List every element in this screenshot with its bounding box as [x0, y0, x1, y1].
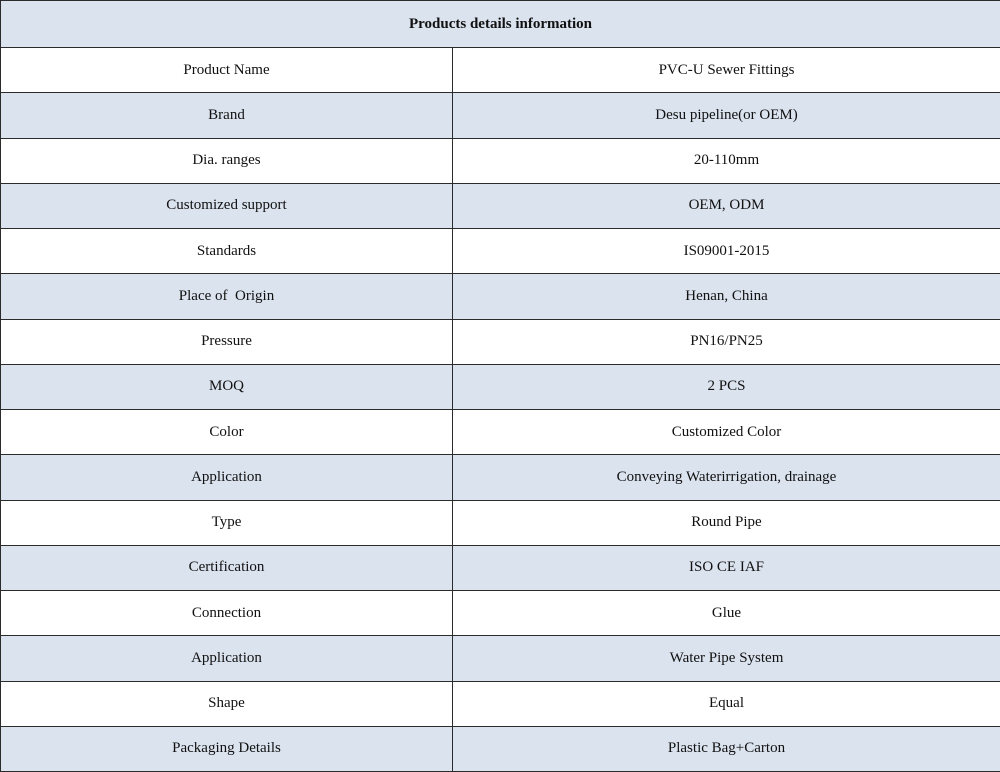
row-label: Application: [1, 636, 453, 681]
row-label: Application: [1, 455, 453, 500]
row-value: Henan, China: [453, 274, 1000, 319]
row-value: Conveying Waterirrigation, drainage: [453, 455, 1000, 500]
row-value: PVC-U Sewer Fittings: [453, 48, 1000, 93]
row-label: Color: [1, 410, 453, 455]
row-label: MOQ: [1, 364, 453, 409]
row-label: Connection: [1, 591, 453, 636]
table-row: [1, 274, 1000, 319]
row-label: Certification: [1, 545, 453, 590]
row-value: PN16/PN25: [453, 319, 1000, 364]
row-value: Equal: [453, 681, 1000, 726]
row-value: Water Pipe System: [453, 636, 1000, 681]
row-label: Place of Origin: [1, 274, 453, 319]
row-label: Packaging Details: [1, 726, 453, 771]
table-row: [1, 591, 1000, 636]
table-row: [1, 364, 1000, 409]
row-value: IS09001-2015: [453, 229, 1000, 274]
row-value: Glue: [453, 591, 1000, 636]
row-label: Dia. ranges: [1, 138, 453, 183]
row-value: ISO CE IAF: [453, 545, 1000, 590]
table-title-row: [1, 1, 1000, 48]
table-row: [1, 93, 1000, 138]
table-row: [1, 681, 1000, 726]
row-value: Customized Color: [453, 410, 1000, 455]
table-row: [1, 229, 1000, 274]
table-row: [1, 500, 1000, 545]
row-label: Customized support: [1, 183, 453, 228]
table-row: [1, 410, 1000, 455]
row-value: 20-110mm: [453, 138, 1000, 183]
row-value: 2 PCS: [453, 364, 1000, 409]
table-row: [1, 545, 1000, 590]
table-title: Products details information: [1, 1, 1000, 48]
row-value: Plastic Bag+Carton: [453, 726, 1000, 771]
row-label: Product Name: [1, 48, 453, 93]
table-row: [1, 726, 1000, 771]
row-value: Round Pipe: [453, 500, 1000, 545]
row-label: Type: [1, 500, 453, 545]
table-row: [1, 138, 1000, 183]
table-row: [1, 455, 1000, 500]
row-label: Standards: [1, 229, 453, 274]
table-row: [1, 183, 1000, 228]
row-label: Shape: [1, 681, 453, 726]
row-label: Brand: [1, 93, 453, 138]
row-label: Pressure: [1, 319, 453, 364]
table-row: [1, 319, 1000, 364]
row-value: Desu pipeline(or OEM): [453, 93, 1000, 138]
table-row: [1, 48, 1000, 93]
row-value: OEM, ODM: [453, 183, 1000, 228]
table-row: [1, 636, 1000, 681]
